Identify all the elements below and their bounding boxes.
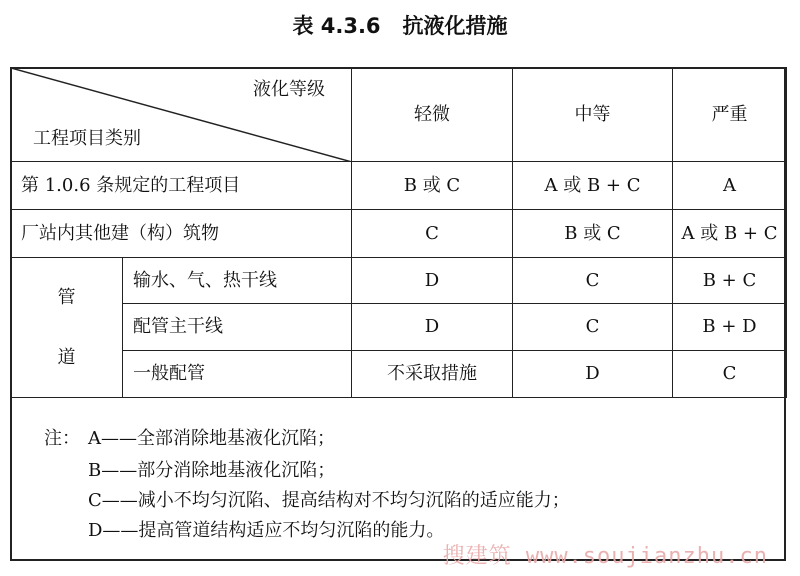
notes-section [10, 397, 786, 561]
cell-severe: A [673, 162, 787, 210]
table-row [11, 210, 787, 258]
note-item: B——部分消除地基液化沉陷； [88, 460, 336, 481]
table-row [11, 162, 787, 210]
cell-severe: B + C [673, 258, 787, 304]
cell-moderate: D [513, 351, 673, 398]
header-level-severe: 严重 [673, 68, 787, 162]
row-category: 厂站内其他建（构）筑物 [11, 210, 352, 258]
note-item: D——提高管道结构适应不均匀沉陷的能力。 [88, 520, 445, 541]
header-project-category: 工程项目类别 [33, 128, 141, 150]
cell-slight: D [352, 258, 513, 304]
header-liquefaction-level: 液化等级 [253, 79, 325, 100]
cell-severe: C [673, 351, 787, 398]
table-row [11, 258, 787, 304]
cell-severe: B + D [673, 304, 787, 351]
cell-severe: A 或 B + C [673, 210, 787, 258]
diagonal-header-cell [11, 68, 352, 162]
cell-moderate: A 或 B + C [513, 162, 673, 210]
pipe-group-label [11, 258, 123, 398]
notes-label: 注： [44, 428, 80, 449]
cell-moderate: B 或 C [513, 210, 673, 258]
cell-slight: B 或 C [352, 162, 513, 210]
header-level-moderate: 中等 [513, 68, 673, 162]
row-category: 第 1.0.6 条规定的工程项目 [11, 162, 352, 210]
table-number: 表 4.3.6 [292, 14, 381, 38]
table-row [11, 304, 787, 351]
note-item: C——减小不均匀沉陷、提高结构对不均匀沉陷的适应能力； [88, 490, 570, 511]
table-caption: 抗液化措施 [402, 14, 508, 38]
pipe-label-char-2: 道 [57, 346, 76, 368]
row-category: 输水、气、热干线 [123, 258, 352, 304]
liquefaction-measures-table [10, 67, 787, 398]
cell-slight: C [352, 210, 513, 258]
row-category: 配管主干线 [123, 304, 352, 351]
table-title [0, 10, 800, 40]
note-item: A——全部消除地基液化沉陷； [88, 428, 335, 449]
header-level-slight: 轻微 [352, 68, 513, 162]
cell-moderate: C [513, 304, 673, 351]
cell-slight: D [352, 304, 513, 351]
table-header-row [11, 68, 787, 162]
watermark: 搜建筑 www.soujianzhu.cn [442, 544, 768, 569]
table-row [11, 351, 787, 398]
cell-moderate: C [513, 258, 673, 304]
cell-slight: 不采取措施 [352, 351, 513, 398]
pipe-label-char-1: 管 [57, 286, 76, 308]
row-category: 一般配管 [123, 351, 352, 398]
